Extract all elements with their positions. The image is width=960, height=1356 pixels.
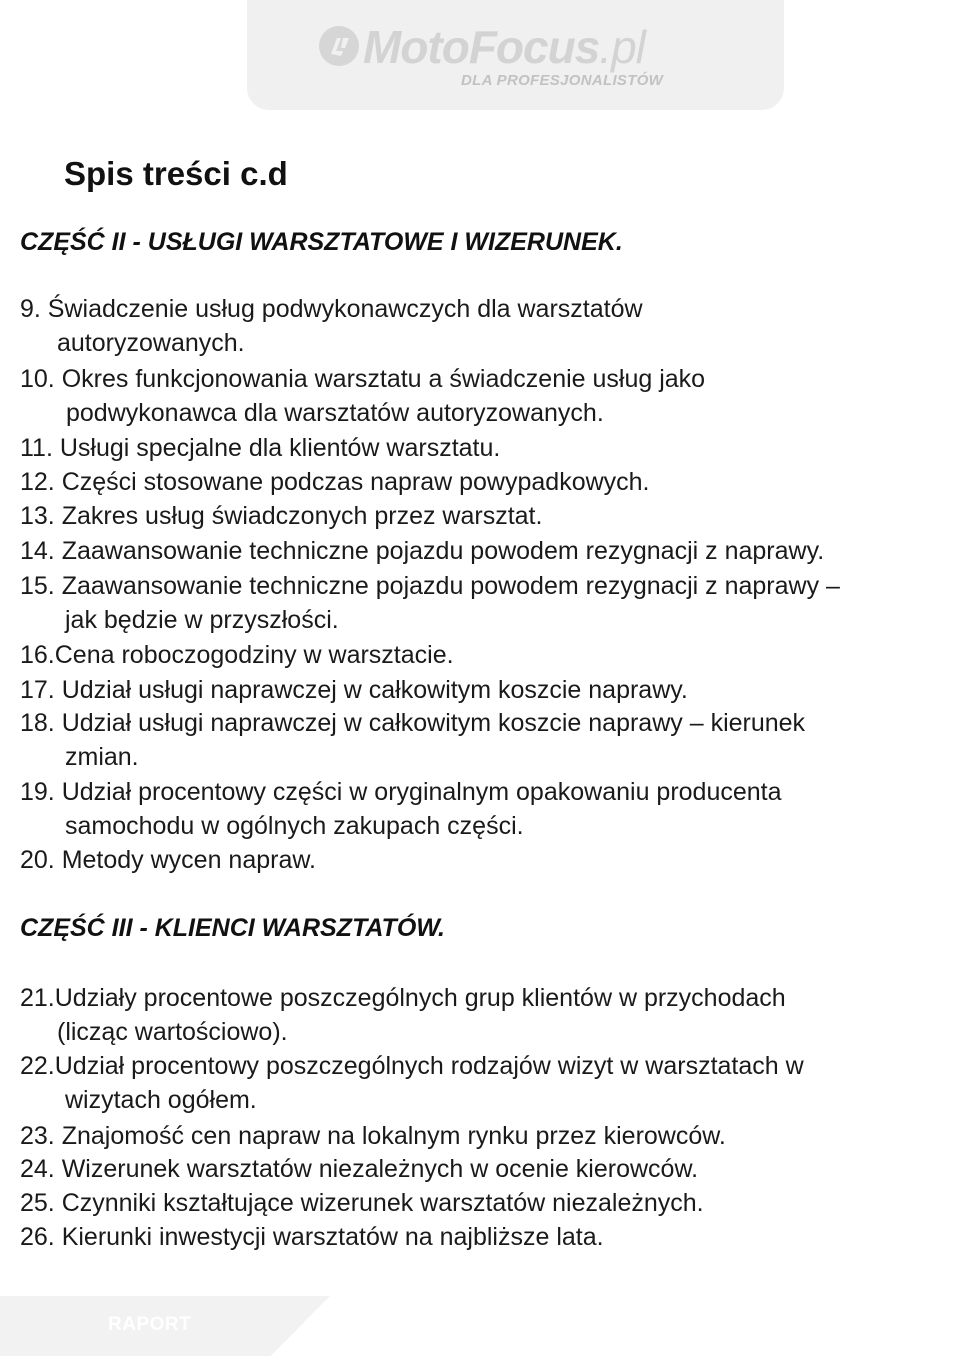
toc-item-23: 23. Znajomość cen napraw na lokalnym rynku przez kierowców. [20,1122,726,1150]
toc-item-16: 16.Cena roboczogodziny w warsztacie. [20,641,454,669]
toc-item-13: 13. Zakres usług świadczonych przez warsztat. [20,502,543,530]
toc-item-18: 18. Udział usługi naprawczej w całkowitym koszcie naprawy – kierunek zmian. [20,709,806,771]
page-title: Spis treści c.d [64,155,288,192]
toc-item-22: 22.Udział procentowy poszczególnych rodzajów wizyt w warsztatach w wizytach ogółem. [20,1052,804,1114]
toc-item-25: 25. Czynniki kształtujące wizerunek warsztatów niezależnych. [20,1189,704,1217]
toc-item-11: 11. Usługi specjalne dla klientów warsztatu. [20,434,501,462]
section-heading-part-3: CZĘŚĆ III - KLIENCI WARSZTATÓW. [20,914,445,942]
toc-item-19: 19. Udział procentowy części w oryginalnym opakowaniu producenta samochodu w ogólnych zakupach części. [20,778,782,840]
motofocus-logo-icon [319,26,359,66]
brand-tagline: DLA PROFESJONALISTÓW [461,72,664,89]
toc-item-9: 9. Świadczenie usług podwykonawczych dla warsztatów autoryzowanych. [20,295,643,357]
toc-item-14: 14. Zaawansowanie techniczne pojazdu powodem rezygnacji z naprawy. [20,537,825,565]
toc-item-10: 10. Okres funkcjonowania warsztatu a świadczenie usług jako podwykonawca dla warsztatów autoryzowanych. [20,365,706,427]
toc-item-15: 15. Zaawansowanie techniczne pojazdu powodem rezygnacji z naprawy – jak będzie w przyszłości. [20,572,840,634]
header-logo [247,0,784,110]
section-heading-part-2: CZĘŚĆ II - USŁUGI WARSZTATOWE I WIZERUNEK. [20,228,623,256]
toc-item-17: 17. Udział usługi naprawczej w całkowitym koszcie naprawy. [20,676,688,704]
footer-label: RAPORT [108,1314,192,1335]
toc-item-24: 24. Wizerunek warsztatów niezależnych w ocenie kierowców. [20,1155,699,1183]
toc-item-12: 12. Części stosowane podczas napraw powypadkowych. [20,468,650,496]
toc-item-20: 20. Metody wycen napraw. [20,846,316,874]
brand-name: MotoFocus.pl [363,21,645,73]
toc-item-21: 21.Udziały procentowe poszczególnych grup klientów w przychodach (licząc wartościowo). [20,984,786,1046]
toc-item-26: 26. Kierunki inwestycji warsztatów na najbliższe lata. [20,1223,604,1251]
